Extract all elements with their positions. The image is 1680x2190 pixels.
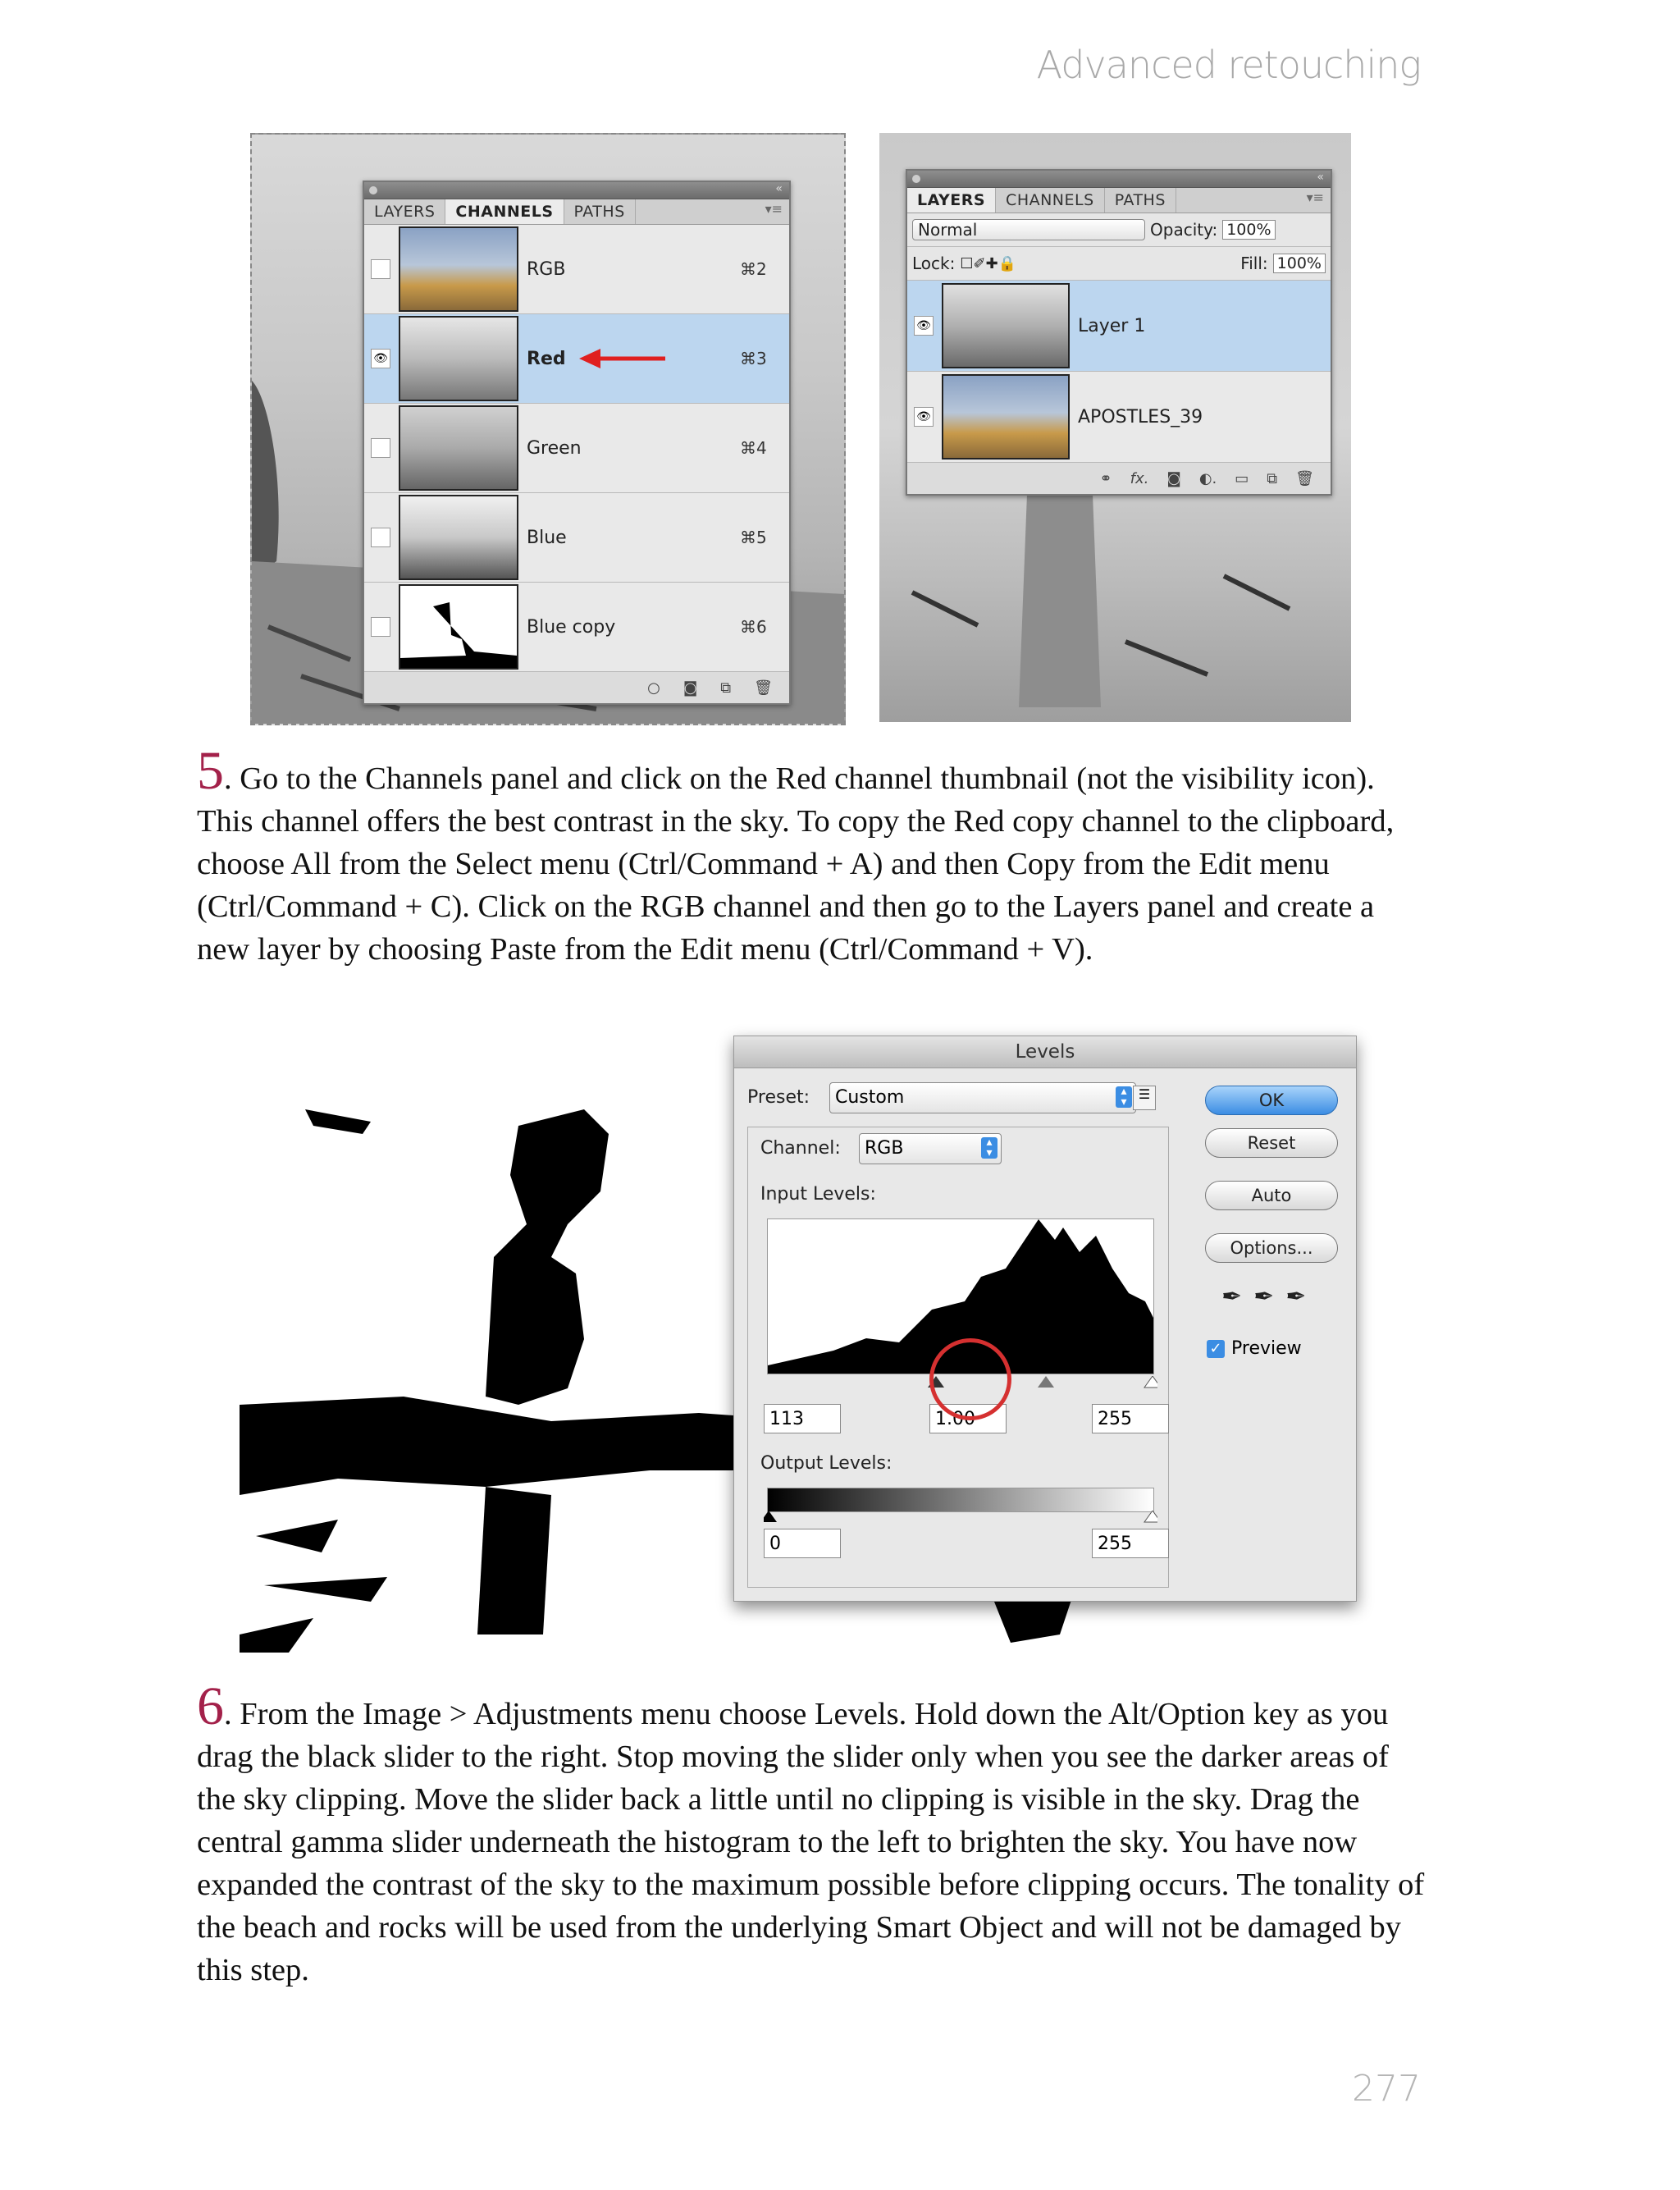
running-head: Advanced retouching bbox=[1036, 43, 1421, 87]
layer-thumbnail[interactable] bbox=[942, 283, 1070, 368]
page-number: 277 bbox=[1352, 2068, 1421, 2110]
tab-layers[interactable]: LAYERS bbox=[364, 199, 445, 224]
options-button[interactable]: Options... bbox=[1205, 1233, 1338, 1263]
channel-row-blue-copy[interactable] bbox=[364, 583, 789, 672]
eyedropper-icons[interactable]: ✒✒✒ bbox=[1221, 1282, 1318, 1311]
layer-name: Layer 1 bbox=[1078, 315, 1146, 336]
levels-screenshot bbox=[240, 1011, 1378, 1653]
visibility-toggle[interactable] bbox=[371, 617, 390, 637]
levels-dialog bbox=[733, 1036, 1357, 1602]
fill-field[interactable]: 100% bbox=[1273, 254, 1326, 273]
lock-label: Lock: bbox=[912, 254, 956, 273]
channel-name: Blue copy bbox=[527, 616, 616, 638]
channel-shortcut: ⌘6 bbox=[740, 617, 767, 637]
checkmark-icon: ✓ bbox=[1207, 1340, 1225, 1358]
tab-paths[interactable]: PATHS bbox=[564, 199, 636, 224]
input-white-field[interactable]: 255 bbox=[1092, 1404, 1169, 1433]
channel-name: Blue bbox=[527, 527, 567, 548]
tab-paths[interactable]: PATHS bbox=[1105, 188, 1176, 213]
reset-button[interactable]: Reset bbox=[1205, 1128, 1338, 1158]
channel-row-red[interactable] bbox=[364, 314, 789, 404]
red-arrow-icon bbox=[579, 346, 740, 371]
channel-name: Green bbox=[527, 437, 582, 459]
input-levels-label: Input Levels: bbox=[760, 1184, 876, 1205]
new-channel-icon[interactable]: ⧉ bbox=[720, 679, 732, 697]
step-number: 6 bbox=[197, 1676, 224, 1736]
save-selection-icon[interactable]: ◙ bbox=[682, 679, 698, 697]
channel-thumbnail[interactable] bbox=[399, 584, 518, 670]
layer-thumbnail[interactable] bbox=[942, 374, 1070, 459]
channel-thumbnail[interactable] bbox=[399, 226, 518, 312]
channel-thumbnail[interactable] bbox=[399, 495, 518, 580]
channels-panel: « LAYERS CHANNELS PATHS ▾≡ RGB ⌘2 👁 Red ⌘3 Green ⌘4 Blue ⌘5 Blue copy ⌘6 ○ ◙ ⧉ 🗑 bbox=[363, 181, 791, 705]
tab-layers[interactable]: LAYERS bbox=[907, 188, 996, 213]
eye-icon[interactable]: 👁 bbox=[914, 407, 934, 427]
panel-menu-icon[interactable]: ▾≡ bbox=[1306, 190, 1324, 205]
output-gradient bbox=[767, 1488, 1154, 1512]
channels-screenshot bbox=[250, 133, 846, 725]
channel-name: Red bbox=[527, 348, 566, 369]
channel-select[interactable]: RGB ▴ ▾ bbox=[859, 1133, 1002, 1164]
opacity-label: Opacity: bbox=[1150, 220, 1218, 240]
channel-row-green[interactable] bbox=[364, 404, 789, 493]
highlight-circle bbox=[929, 1338, 1011, 1420]
layers-screenshot bbox=[879, 133, 1351, 722]
visibility-toggle[interactable] bbox=[371, 438, 390, 458]
layers-panel: « LAYERS CHANNELS PATHS ▾≡ Normal Opacity: 100% Lock: ☐✐✚🔒 Fill: 100% 👁 Layer 1 👁 APOSTLES_39 ⚭ fx. ◙ ◐. ▭ ⧉ 🗑 bbox=[906, 169, 1332, 496]
link-icon[interactable]: ⚭ bbox=[1099, 469, 1112, 487]
preview-checkbox[interactable]: ✓ Preview bbox=[1207, 1338, 1302, 1359]
channel-label: Channel: bbox=[757, 1138, 844, 1159]
input-gamma-field[interactable]: 1.00 bbox=[929, 1404, 1007, 1433]
blend-mode-select[interactable]: Normal bbox=[912, 219, 1145, 240]
channel-name: RGB bbox=[527, 258, 566, 280]
step-number: 5 bbox=[197, 741, 224, 801]
ok-button[interactable]: OK bbox=[1205, 1086, 1338, 1115]
mask-icon[interactable]: ◙ bbox=[1166, 469, 1181, 487]
chevron-updown-icon: ▴ ▾ bbox=[981, 1137, 998, 1159]
channel-row-rgb[interactable] bbox=[364, 225, 789, 314]
layer-row-apostles[interactable] bbox=[907, 372, 1331, 463]
eye-icon[interactable]: 👁 bbox=[914, 316, 934, 336]
group-icon[interactable]: ▭ bbox=[1235, 469, 1249, 487]
trash-icon[interactable]: 🗑 bbox=[1295, 469, 1314, 487]
output-levels-label: Output Levels: bbox=[760, 1453, 892, 1474]
fx-icon[interactable]: fx. bbox=[1130, 469, 1149, 487]
fill-label: Fill: bbox=[1240, 254, 1268, 273]
chevron-updown-icon: ▴ ▾ bbox=[1116, 1086, 1132, 1108]
output-black-field[interactable]: 0 bbox=[764, 1529, 841, 1558]
tab-channels[interactable]: CHANNELS bbox=[445, 199, 564, 224]
trash-icon[interactable]: 🗑 bbox=[754, 679, 773, 697]
preset-label: Preset: bbox=[747, 1087, 810, 1108]
step5-paragraph: 5. Go to the Channels panel and click on the Red channel thumbnail (not the visibility icon). This channel offers the best contrast in the sky. To copy the Red copy channel to the clipboard, choose All from the Select menu (Ctrl/Command + A) and then Copy from the Edit menu (Ctrl/Command + C). Click on the RGB channel and then go to the Layers panel and create a new layer by choosing Paste from the Edit menu (Ctrl/Command + V). bbox=[197, 741, 1395, 967]
input-black-field[interactable]: 113 bbox=[764, 1404, 841, 1433]
panel-menu-icon[interactable]: ▾≡ bbox=[765, 201, 783, 217]
visibility-toggle[interactable] bbox=[371, 259, 390, 279]
new-layer-icon[interactable]: ⧉ bbox=[1267, 469, 1278, 487]
layer-row-layer1[interactable] bbox=[907, 281, 1331, 372]
channel-shortcut: ⌘3 bbox=[740, 349, 767, 368]
channel-thumbnail[interactable] bbox=[399, 405, 518, 491]
layer-name: APOSTLES_39 bbox=[1078, 406, 1203, 427]
eye-icon[interactable]: 👁 bbox=[371, 349, 390, 368]
output-white-field[interactable]: 255 bbox=[1092, 1529, 1169, 1558]
channel-row-blue[interactable] bbox=[364, 493, 789, 583]
output-sliders[interactable] bbox=[764, 1511, 1157, 1527]
channel-shortcut: ⌘4 bbox=[740, 438, 767, 458]
channel-thumbnail[interactable] bbox=[399, 316, 518, 401]
load-selection-icon[interactable]: ○ bbox=[647, 679, 660, 697]
visibility-toggle[interactable] bbox=[371, 528, 390, 547]
tab-channels[interactable]: CHANNELS bbox=[996, 188, 1105, 213]
opacity-field[interactable]: 100% bbox=[1222, 220, 1275, 240]
lock-icons[interactable]: ☐✐✚🔒 bbox=[960, 254, 1017, 272]
preset-options-icon[interactable]: ☰ bbox=[1133, 1086, 1156, 1110]
preset-select[interactable]: Custom ▴ ▾ bbox=[829, 1082, 1136, 1113]
channel-shortcut: ⌘5 bbox=[740, 528, 767, 547]
adjustment-icon[interactable]: ◐. bbox=[1198, 469, 1217, 487]
auto-button[interactable]: Auto bbox=[1205, 1181, 1338, 1210]
step6-paragraph: 6. From the Image > Adjustments menu choose Levels. Hold down the Alt/Option key as you drag the black slider to the right. Stop moving the slider only when you see the darker areas of the sky clipping. Move the slider back a little until no clipping is visible in the sky. Drag the central gamma slider underneath the histogram to the left to brighten the sky. You have now expanded the contrast of the sky to the maximum possible before clipping occurs. The tonality of the beach and rocks will be used from the underlying Smart Object and will not be damaged by this step. bbox=[197, 1676, 1425, 1987]
dialog-title: Levels bbox=[734, 1036, 1356, 1068]
channel-shortcut: ⌘2 bbox=[740, 259, 767, 279]
